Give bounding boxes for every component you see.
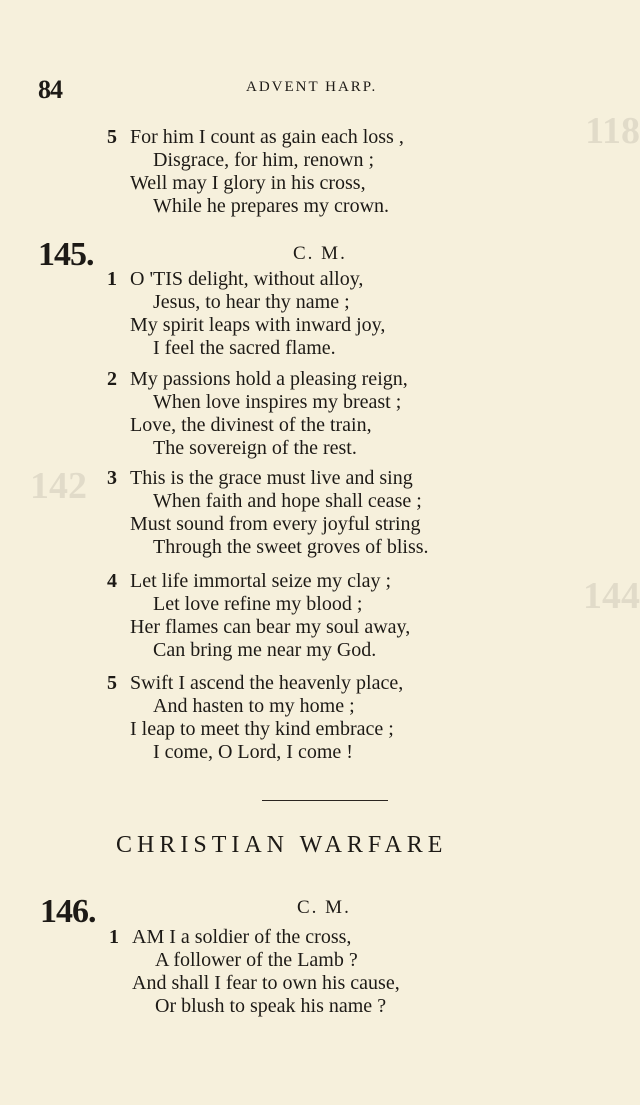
show-through-number: 118 (585, 110, 640, 152)
verse-line: Let love refine my blood ; (153, 593, 363, 615)
hymn-meter: C. M. (297, 897, 351, 918)
verse-line: Must sound from every joyful string (130, 513, 421, 535)
verse-line: I leap to meet thy kind embrace ; (130, 718, 394, 740)
verse-number: 3 (107, 467, 117, 489)
show-through-number: 144 (583, 575, 640, 617)
verse-line: AM I a soldier of the cross, (132, 926, 352, 948)
hymn-meter: C. M. (293, 243, 347, 264)
verse-line: My spirit leaps with inward joy, (130, 314, 386, 336)
verse-line: When love inspires my breast ; (153, 391, 402, 413)
verse-line: I come, O Lord, I come ! (153, 741, 353, 763)
verse-line: And shall I fear to own his cause, (132, 972, 400, 994)
show-through-number: 142 (30, 465, 87, 507)
verse-line: Her flames can bear my soul away, (130, 616, 411, 638)
verse-number: 1 (107, 268, 117, 290)
verse-line: While he prepares my crown. (153, 195, 390, 217)
verse-line: The sovereign of the rest. (153, 437, 357, 459)
verse-line: A follower of the Lamb ? (155, 949, 358, 971)
verse-line: For him I count as gain each loss , (130, 126, 404, 148)
verse-line: Well may I glory in his cross, (130, 172, 366, 194)
page-number: 84 (38, 75, 62, 104)
verse-line: This is the grace must live and sing (130, 467, 413, 489)
hymn-number: 146. (40, 893, 96, 930)
verse-line: Love, the divinest of the train, (130, 414, 372, 436)
verse-number: 1 (109, 926, 119, 948)
verse-line: Jesus, to hear thy name ; (153, 291, 350, 313)
verse-line: My passions hold a pleasing reign, (130, 368, 408, 390)
running-title: ADVENT HARP. (246, 79, 378, 95)
verse-line: And hasten to my home ; (153, 695, 355, 717)
section-divider (262, 800, 388, 801)
verse-line: When faith and hope shall cease ; (153, 490, 422, 512)
verse-line: O 'TIS delight, without alloy, (130, 268, 364, 290)
verse-line: Disgrace, for him, renown ; (153, 149, 375, 171)
verse-number: 5 (107, 126, 117, 148)
verse-number: 4 (107, 570, 117, 592)
verse-line: Let life immortal seize my clay ; (130, 570, 392, 592)
hymn-number: 145. (38, 236, 94, 273)
verse-line: Through the sweet groves of bliss. (153, 536, 429, 558)
verse-number: 5 (107, 672, 117, 694)
verse-line: Or blush to speak his name ? (155, 995, 387, 1017)
verse-line: I feel the sacred flame. (153, 337, 336, 359)
section-title: CHRISTIAN WARFARE (116, 832, 448, 858)
verse-number: 2 (107, 368, 117, 390)
verse-line: Can bring me near my God. (153, 639, 377, 661)
verse-line: Swift I ascend the heavenly place, (130, 672, 404, 694)
